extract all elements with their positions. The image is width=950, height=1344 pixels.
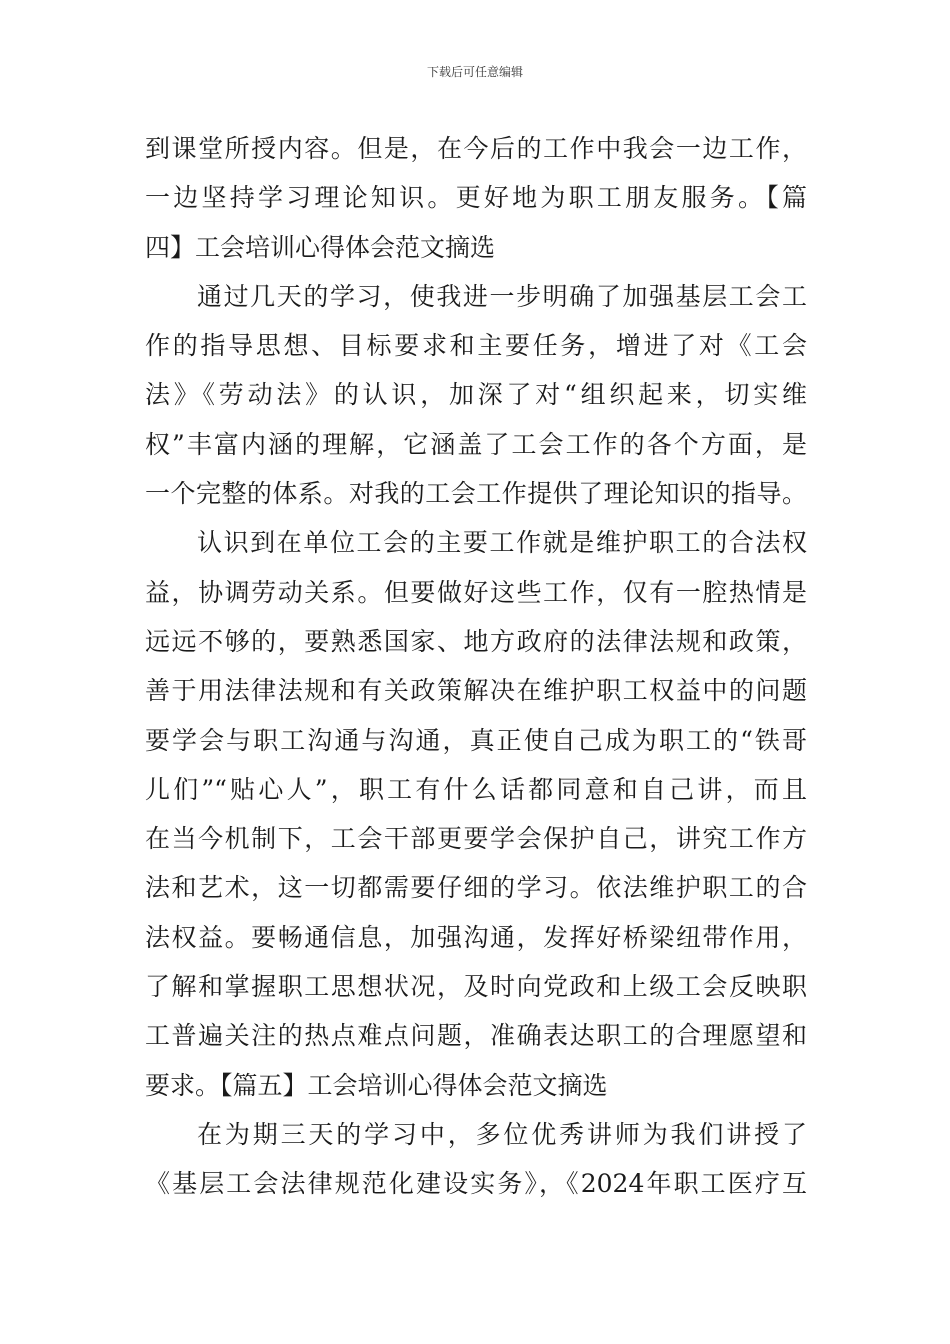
text-line-17: 法权益。要畅通信息，加强沟通，发挥好桥梁纽带作用， xyxy=(145,922,807,952)
text-line-11: 远远不够的，要熟悉国家、地方政府的法律法规和政策， xyxy=(145,626,807,656)
text-line-13: 要学会与职工沟通与沟通，真正使自己成为职工的“铁哥 xyxy=(145,725,807,755)
text-line-12: 善于用法律法规和有关政策解决在维护职工权益中的问题 xyxy=(145,676,807,706)
text-line-21: 在为期三天的学习中，多位优秀讲师为我们讲授了 xyxy=(197,1119,807,1149)
text-line-2: 一边坚持学习理论知识。更好地为职工朋友服务。【篇 xyxy=(145,183,807,213)
text-line-14: 儿们”“贴心人”，职工有什么话都同意和自己讲，而且 xyxy=(145,774,807,804)
text-line-9: 认识到在单位工会的主要工作就是维护职工的合法权 xyxy=(197,528,807,558)
page-header-note: 下载后可任意编辑 xyxy=(426,65,523,79)
text-line-22: 《基层工会法律规范化建设实务》，《2024年职工医疗互 xyxy=(145,1169,807,1199)
text-line-5: 作的指导思想、目标要求和主要任务，增进了对《工会 xyxy=(145,331,807,361)
text-line-7: 权”丰富内涵的理解，它涵盖了工会工作的各个方面，是 xyxy=(145,429,807,459)
text-line-8: 一个完整的体系。对我的工会工作提供了理论知识的指导。 xyxy=(145,479,807,509)
text-line-18: 了解和掌握职工思想状况，及时向党政和上级工会反映职 xyxy=(145,972,807,1002)
text-line-10: 益，协调劳动关系。但要做好这些工作，仅有一腔热情是 xyxy=(145,577,807,607)
text-line-19: 工普遍关注的热点难点问题，准确表达职工的合理愿望和 xyxy=(145,1021,807,1051)
text-line-16: 法和艺术，这一切都需要仔细的学习。依法维护职工的合 xyxy=(145,873,807,903)
text-line-15: 在当今机制下，工会干部更要学会保护自己，讲究工作方 xyxy=(145,824,807,854)
text-line-6: 法》《劳动法》的认识，加深了对“组织起来，切实维 xyxy=(145,380,807,410)
text-line-3: 四】工会培训心得体会范文摘选 xyxy=(145,232,496,262)
text-line-4: 通过几天的学习，使我进一步明确了加强基层工会工 xyxy=(197,281,807,311)
document-body xyxy=(145,124,807,1209)
text-line-20: 要求。【篇五】工会培训心得体会范文摘选 xyxy=(145,1070,608,1100)
text-line-1: 到课堂所授内容。但是，在今后的工作中我会一边工作， xyxy=(145,134,807,163)
